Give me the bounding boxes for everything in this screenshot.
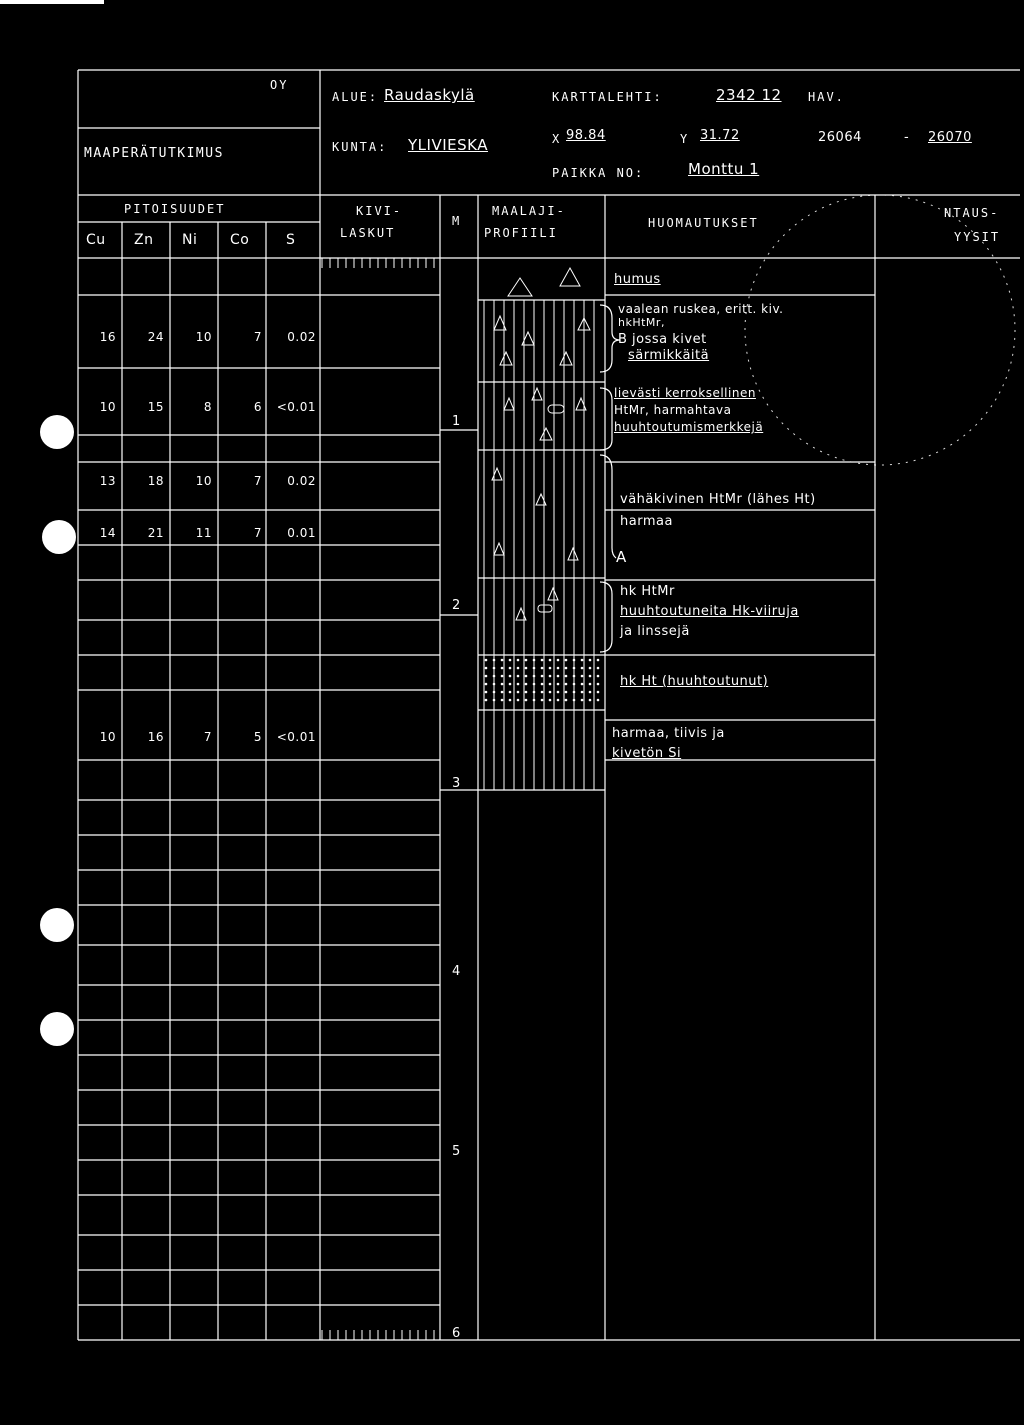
huomautukset-header: HUOMAUTUKSET [648,216,759,230]
note-layer3-b: harmaa [620,514,673,529]
company-division: MAAPERÄTUTKIMUS [84,146,224,161]
note-layer1-b: hkHtMr, [618,316,665,329]
note-layer1-a: vaalean ruskea, eritt. kiv. [618,302,784,316]
note-layer5: hk Ht (huuhtoutunut) [620,674,769,689]
note-layer3-a: vähäkivinen HtMr (lähes Ht) [620,492,816,507]
assay-cell-zn: 18 [147,474,164,488]
y-value: 31.72 [700,128,740,143]
depth-marker: 5 [452,1144,461,1159]
assay-cell-s: 0.01 [287,526,316,540]
paikka-value: Monttu 1 [688,160,760,178]
alue-value: Raudaskylä [384,86,475,104]
karttalehti-value: 2342 12 [716,86,782,104]
x-value: 98.84 [566,128,606,143]
kunta-label: KUNTA: [332,140,388,154]
depth-marker: 1 [452,414,461,429]
assay-cell-zn: 21 [147,526,164,540]
assay-cell-s: 0.02 [287,330,316,344]
assay-cell-s: 0.02 [287,474,316,488]
kivilaskut-header-2: LASKUT [340,226,396,240]
pitoisuudet-header: PITOISUUDET [124,202,226,216]
note-humus: humus [614,272,661,287]
naytteet-header-1: NTAUS- [944,206,1000,220]
assay-cell-zn: 15 [147,400,164,414]
assay-cell-s: <0.01 [276,730,316,744]
assay-cell-co: 6 [253,400,262,414]
havainto-label: HAV. [808,90,845,104]
assay-cell-ni: 7 [203,730,212,744]
kivilaskut-header-1: KIVI- [356,204,403,218]
kunta-value: YLIVIESKA [408,136,488,154]
depth-marker: 4 [452,964,461,979]
m-header: M [452,214,462,228]
assay-cell-zn: 16 [147,730,164,744]
assay-cell-cu: 14 [99,526,116,540]
y-label: Y [680,132,690,146]
depth-marker: 3 [452,776,461,791]
assay-cell-co: 5 [253,730,262,744]
maalajiprofiili-header-2: PROFIILI [484,226,558,240]
depth-marker: 2 [452,598,461,613]
assay-cell-s: <0.01 [276,400,316,414]
assay-cell-ni: 10 [195,330,212,344]
assay-cell-cu: 10 [99,730,116,744]
assay-cell-zn: 24 [147,330,164,344]
assay-cell-cu: 10 [99,400,116,414]
note-layer2-b: HtMr, harmahtava [614,403,732,417]
assay-cell-co: 7 [253,526,262,540]
range-dash: - [904,130,910,145]
range-start: 26064 [818,130,862,145]
x-label: X [552,132,562,146]
naytteet-header-2: YYSIT [954,230,1001,244]
range-end: 26070 [928,130,972,145]
note-layer4-c: ja linssejä [620,624,690,639]
assay-cell-cu: 13 [99,474,116,488]
assay-cell-ni: 8 [203,400,212,414]
element-ni: Ni [182,232,198,248]
alue-label: ALUE: [332,90,379,104]
assay-cell-ni: 11 [195,526,212,540]
assay-cell-ni: 10 [195,474,212,488]
note-layer2-a: lievästi kerroksellinen [614,386,756,400]
paikka-label: PAIKKA NO: [552,166,645,180]
note-layer1-c: B jossa kivet [618,332,707,347]
note-layer4-b: huuhtoutuneita Hk-viiruja [620,604,799,619]
element-cu: Cu [86,232,106,248]
assay-cell-co: 7 [253,330,262,344]
maalajiprofiili-header-1: MAALAJI- [492,204,566,218]
assay-cell-cu: 16 [99,330,116,344]
element-co: Co [230,232,250,248]
note-layer4-a: hk HtMr [620,584,675,599]
note-layer3-c: A [616,548,627,566]
note-layer6-b: kivetön Si [612,746,682,761]
assay-cell-co: 7 [253,474,262,488]
note-layer1-d: särmikkäitä [628,348,710,363]
element-zn: Zn [134,232,154,248]
company-name: OY [270,78,289,92]
note-layer6-a: harmaa, tiivis ja [612,726,725,741]
karttalehti-label: KARTTALEHTI: [552,90,663,104]
element-s: S [286,232,296,248]
note-layer2-c: huuhtoutumismerkkejä [614,420,764,434]
depth-marker: 6 [452,1326,461,1341]
